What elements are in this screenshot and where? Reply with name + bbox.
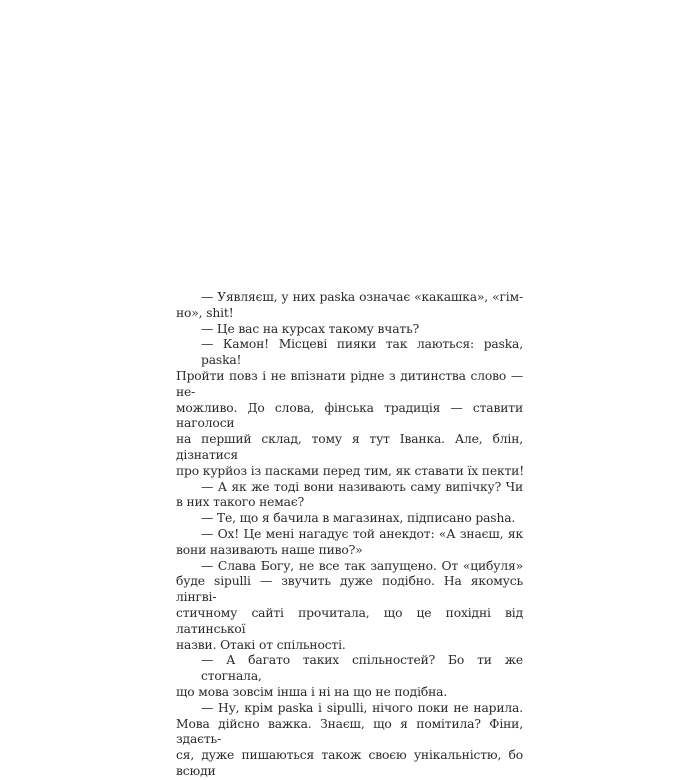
text-line: на перший склад, тому я тут Іванка. Але, блін, дізнатися — [176, 432, 523, 462]
text-line: — Ну, крім paska і sipulli, нічого поки не нарила. — [201, 700, 523, 715]
text-line: буде sipulli — звучить дуже подібно. На якомусь лінгві- — [176, 574, 523, 605]
text-line: про курйоз із пасками перед тим, як ставати їх пекти! — [176, 463, 524, 478]
text-line: в них такого немає? — [176, 495, 305, 510]
text-line: — Ох! Це мені нагадує той анекдот: «А знаєш, як — [201, 526, 523, 541]
text-line: — Те, що я бачила в магазинах, підписано pasha. — [201, 511, 516, 526]
text-line: — Камон! Місцеві пияки так лаються: paska, paska! — [201, 337, 523, 368]
text-line: но», shit! — [176, 305, 234, 320]
text-line: Мова дійсно важка. Знаєш, що я помітила? Фіни, здаєть- — [176, 716, 523, 747]
text-line: — Уявляєш, у них paska означає «какашка», «гім- — [201, 290, 523, 304]
text-line: — А як же тоді вони називають саму випічку? Чи — [201, 479, 523, 494]
text-line: що мова зовсім інша і ні на що не подібна. — [176, 684, 448, 699]
text-line: можливо. До слова, фінська традиція — ставити наголоси — [176, 400, 523, 431]
book-page-text — [176, 290, 523, 780]
text-line: назви. Отакі от спільності. — [176, 637, 346, 652]
text-line: Пройти повз і не впізнати рідне з дитинства слово — не- — [176, 368, 523, 399]
text-line: — А багато таких спільностей? Бо ти же стогнала, — [201, 653, 523, 684]
text-line: стичному сайті прочитала, що це похідні від латинської — [176, 605, 523, 636]
text-line: — Слава Богу, не все так запущено. От «цибуля» — [201, 558, 523, 573]
text-line: — Це вас на курсах такому вчать? — [201, 321, 420, 336]
text-line: вони називають наше пиво?» — [176, 542, 363, 557]
text-line: ся, дуже пишаються також своєю унікальністю, бо всюди — [176, 748, 523, 778]
